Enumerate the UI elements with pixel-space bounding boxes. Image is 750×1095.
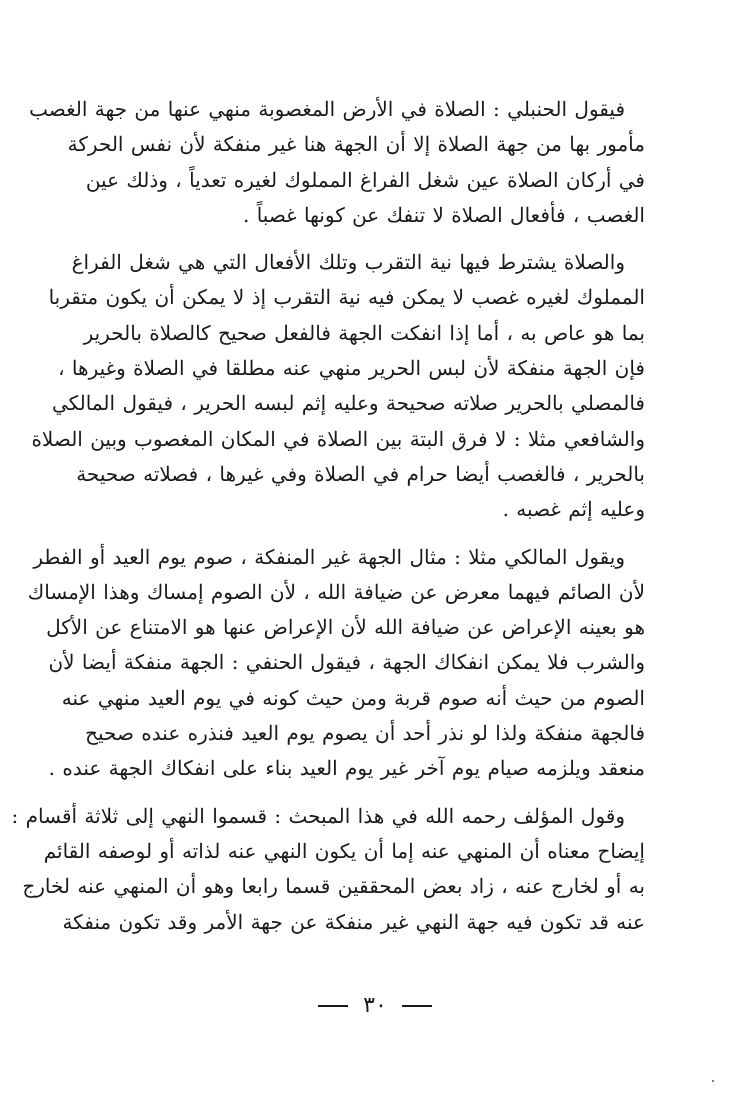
text-line: فالجهة منفكة ولذا لو نذر أحد أن يصوم يوم العيد فنذره عنده صحيح bbox=[85, 721, 645, 746]
text-line: فالمصلي بالحرير صلاته صحيحة وعليه إثم لبسه الحرير ، فيقول المالكي bbox=[51, 391, 645, 416]
text-line: إيضاح معناه أن المنهي عنه إما أن يكون النهي عنه لذاته أو لوصفه القائم bbox=[43, 838, 645, 863]
text-line: والشرب فلا يمكن انفكاك الجهة ، فيقول الحنفي : الجهة منفكة أيضا لأن bbox=[48, 650, 645, 675]
text-line: لأن الصائم فيهما معرض عن ضيافة الله ، لأن الصوم إمساك وهذا الإمساك bbox=[27, 579, 645, 604]
paragraph-3 bbox=[27, 540, 645, 787]
text-line: هو بعينه الإعراض عن ضيافة الله لأن الإعراض عنها هو الامتناع عن الأكل bbox=[46, 615, 645, 640]
paragraph-4 bbox=[11, 799, 645, 940]
page-number-dash-left bbox=[402, 1005, 432, 1007]
text-line: الغصب ، فأفعال الصلاة لا تنفك عن كونها غصباً . bbox=[242, 202, 645, 227]
paragraph-1 bbox=[29, 92, 645, 233]
paragraph-2 bbox=[31, 245, 645, 527]
text-line: والصلاة يشترط فيها نية التقرب وتلك الأفعال التي هي شغل الفراغ bbox=[71, 250, 625, 275]
page-number-text: ٣٠ bbox=[363, 993, 387, 1018]
scan-speck bbox=[712, 1080, 714, 1082]
page-number bbox=[0, 993, 750, 1018]
text-line: مأمور بها من جهة الصلاة إلا أن الجهة هنا غير منفكة لأن نفس الحركة bbox=[67, 132, 645, 157]
text-line: والشافعي مثلا : لا فرق البتة بين الصلاة في المكان المغصوب وبين الصلاة bbox=[31, 426, 645, 451]
text-line: عنه قد تكون فيه جهة النهي غير منفكة عن جهة الأمر وقد تكون منفكة bbox=[62, 909, 645, 934]
text-line: ويقول المالكي مثلا : مثال الجهة غير المنفكة ، صوم يوم العيد أو الفطر bbox=[33, 544, 625, 569]
text-line: المملوك لغيره غصب لا يمكن فيه نية التقرب إذ لا يمكن أن يكون متقربا bbox=[48, 285, 645, 310]
text-line: به أو لخارج عنه ، زاد بعض المحققين قسما رابعا وهو أن المنهي عنه لخارج bbox=[22, 874, 645, 899]
text-line: في أركان الصلاة عين شغل الفراغ المملوك لغيره تعدياً ، وذلك عين bbox=[85, 167, 645, 192]
text-line: وعليه إثم غصبه . bbox=[502, 497, 645, 522]
text-line: فيقول الحنبلي : الصلاة في الأرض المغصوبة منهي عنها من جهة الغصب bbox=[29, 97, 625, 121]
text-line: منعقد ويلزمه صيام يوم آخر غير يوم العيد بناء على انفكاك الجهة عنده . bbox=[48, 756, 645, 781]
text-line: وقول المؤلف رحمه الله في هذا المبحث : قسموا النهي إلى ثلاثة أقسام : bbox=[11, 803, 625, 828]
text-line: بما هو عاص به ، أما إذا انفكت الجهة فالفعل صحيح كالصلاة بالحرير bbox=[83, 320, 645, 345]
body-text bbox=[11, 92, 645, 952]
text-line: الصوم من حيث أنه صوم قربة ومن حيث كونه في يوم العيد منهي عنه bbox=[61, 685, 645, 710]
text-line: فإن الجهة منفكة لأن لبس الحرير منهي عنه مطلقا في الصلاة وغيرها ، bbox=[58, 356, 645, 381]
text-line: بالحرير ، فالغصب أيضا حرام في الصلاة وفي غيرها ، فصلاته صحيحة bbox=[76, 461, 645, 486]
page-number-dash-right bbox=[318, 1005, 348, 1007]
